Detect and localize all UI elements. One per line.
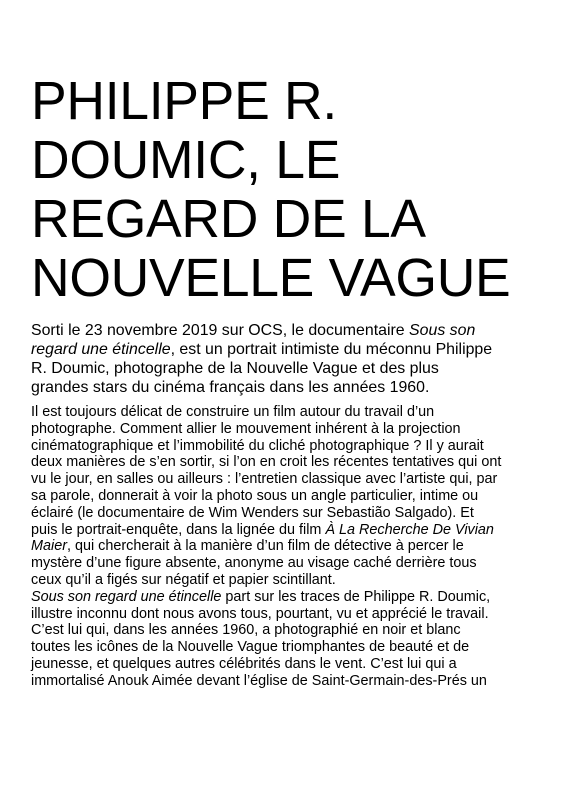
film-title-italic: Maier xyxy=(31,538,67,555)
body-text: puis le portrait-enquête, dans la lignée du film xyxy=(31,521,326,538)
lede-line: grandes stars du cinéma français dans les années 1960. xyxy=(31,379,430,396)
body-line: toutes les icônes de la Nouvelle Vague triomphantes de beauté et de xyxy=(31,639,470,656)
body-line: illustre inconnu dont nous avons tous, pourtant, vu et apprécié le travail. xyxy=(31,605,489,622)
lede-text: Sorti le 23 novembre 2019 sur OCS, le documentaire xyxy=(31,322,410,339)
film-title-italic: regard une étincelle xyxy=(31,341,171,358)
body-line: immortalisé Anouk Aimée devant l’église de Saint-Germain-des-Prés un xyxy=(31,672,487,689)
article-title xyxy=(31,72,551,308)
title-line: NOUVELLE VAGUE xyxy=(31,249,511,308)
article-lede xyxy=(31,321,551,397)
title-line: DOUMIC, LE xyxy=(31,131,341,190)
body-line: sa parole, donnerait à voir la photo sous un angle particulier, intime ou xyxy=(31,487,479,504)
body-line xyxy=(31,522,551,539)
body-line: mystère d’une figure absente, anonyme au visage caché derrière tous xyxy=(31,555,477,572)
body-line xyxy=(31,538,551,555)
body-line: cinématographique et l’immobilité du cliché photographique ? Il y aurait xyxy=(31,437,484,454)
lede-text: , est un portrait intimiste du méconnu Philippe xyxy=(170,341,493,358)
body-line: jeunesse, et quelques autres célébrités dans le vent. C’est lui qui a xyxy=(31,655,457,672)
title-line: REGARD DE LA xyxy=(31,190,426,249)
lede-line: R. Doumic, photographe de la Nouvelle Vague et des plus xyxy=(31,360,439,377)
body-line: deux manières de s’en sortir, si l’on en croit les récentes tentatives qui ont xyxy=(31,454,502,471)
body-line: ceux qu’il a figés sur négatif et papier scintillant. xyxy=(31,571,336,588)
body-line: éclairé (le documentaire de Wim Wenders sur Sebastião Salgado). Et xyxy=(31,504,474,521)
body-line: photographe. Comment allier le mouvement inhérent à la projection xyxy=(31,420,461,437)
lede-line xyxy=(31,340,551,359)
lede-line xyxy=(31,321,551,340)
film-title-italic: Sous son regard une étincelle xyxy=(31,588,222,605)
title-line: PHILIPPE R. xyxy=(31,72,337,131)
film-title-italic: À La Recherche De Vivian xyxy=(325,521,494,538)
film-title-italic: Sous son xyxy=(409,322,476,339)
body-text: , qui chercherait à la manière d’un film de détective à percer le xyxy=(66,538,464,555)
body-line: C’est lui qui, dans les années 1960, a photographié en noir et blanc xyxy=(31,622,461,639)
body-line: Il est toujours délicat de construire un film autour du travail d’un xyxy=(31,404,435,420)
body-text: part sur les traces de Philippe R. Doumic, xyxy=(221,588,491,605)
article-body xyxy=(31,404,551,690)
body-line xyxy=(31,589,551,606)
body-line: vu le jour, en salles ou ailleurs : l’entretien classique avec l’artiste qui, par xyxy=(31,471,498,488)
